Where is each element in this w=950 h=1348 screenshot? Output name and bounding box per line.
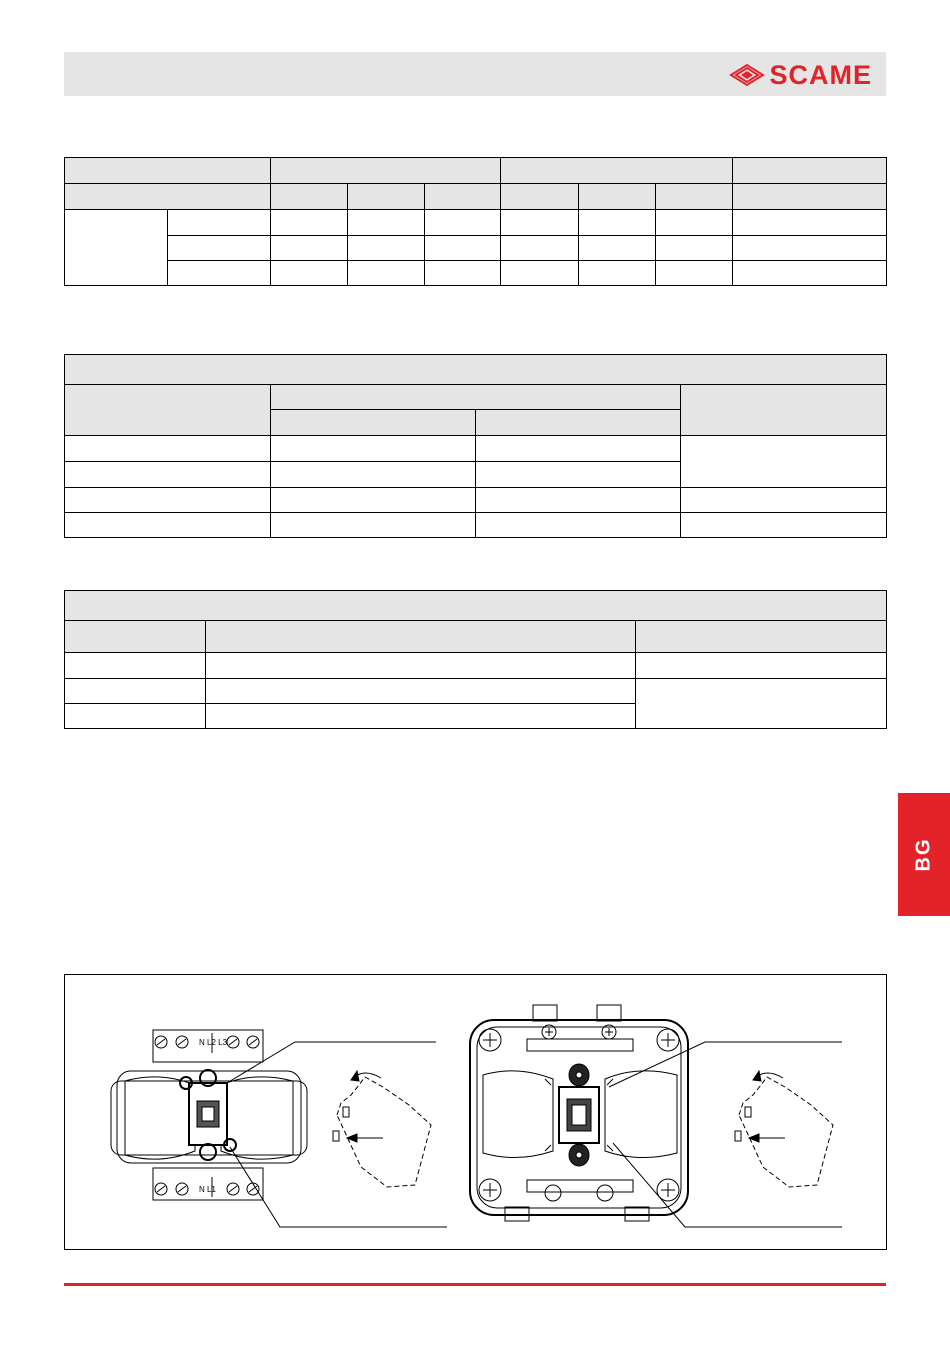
table-row <box>65 236 887 261</box>
table-3-header-row <box>65 621 887 653</box>
table-row <box>65 679 887 704</box>
table-3 <box>64 590 887 729</box>
table-1-header-row-2 <box>65 184 887 210</box>
table-row <box>65 210 887 236</box>
right-device-drawing <box>470 1005 842 1227</box>
table-row <box>65 513 887 538</box>
brand-name: SCAME <box>769 60 872 90</box>
language-tab-label: BG <box>912 837 935 872</box>
figure-box <box>64 974 887 1250</box>
table-row <box>65 488 887 513</box>
left-rotation-arrows <box>333 1071 383 1142</box>
right-rotation-sketch <box>739 1077 833 1187</box>
table-row <box>65 436 887 462</box>
table-2 <box>64 354 887 538</box>
left-bottom-terminal-label: N L1 <box>199 1185 216 1194</box>
figure-drawings <box>65 975 886 1249</box>
table-2-title-row <box>65 355 887 385</box>
language-tab <box>898 793 950 916</box>
table-1 <box>64 157 887 286</box>
table-1-header-row-1 <box>65 158 887 184</box>
left-rotation-sketch <box>337 1077 431 1187</box>
footer-divider <box>64 1283 886 1286</box>
header-band <box>64 52 886 96</box>
table-row <box>65 261 887 286</box>
right-rotation-arrows <box>735 1071 785 1142</box>
table-2-header-row-1 <box>65 385 887 410</box>
left-device-drawing <box>111 1030 447 1227</box>
scame-logo-mark-icon <box>729 62 765 88</box>
table-3-title-row <box>65 591 887 621</box>
left-top-terminal-label: N L2 L3 <box>199 1038 228 1047</box>
scame-logo <box>729 60 872 90</box>
table-row <box>65 653 887 679</box>
